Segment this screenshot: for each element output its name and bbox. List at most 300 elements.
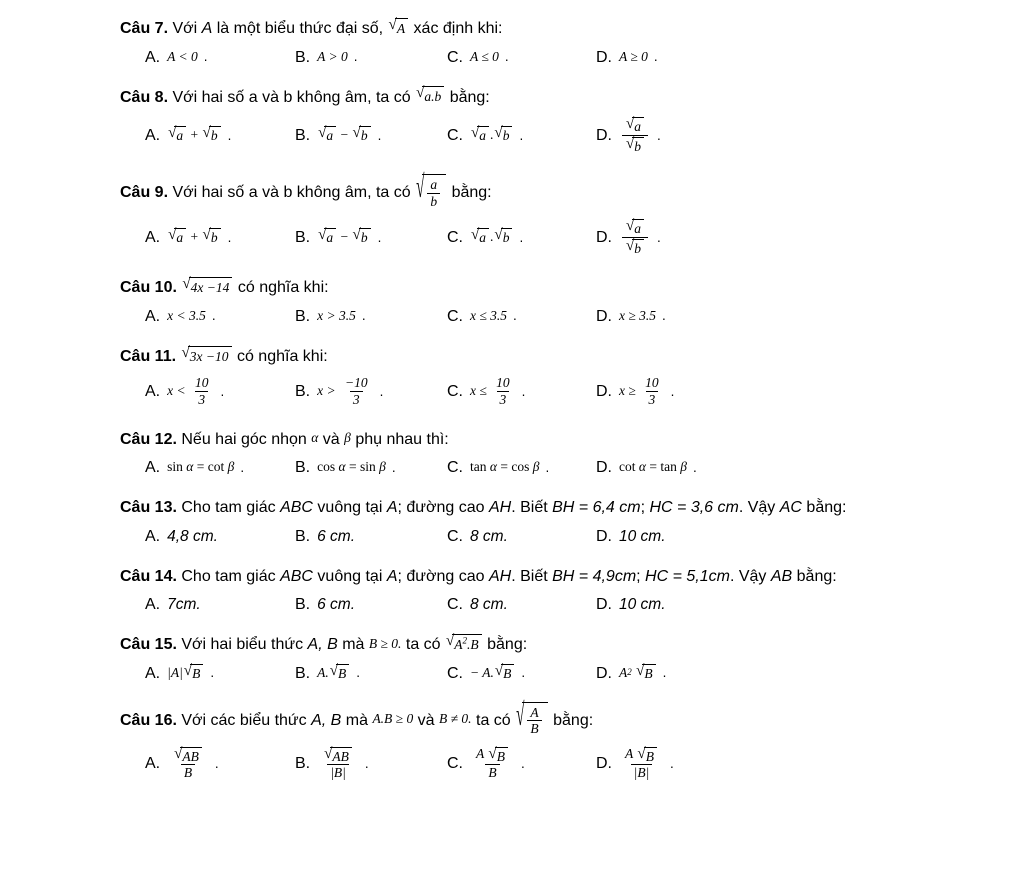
numerator	[527, 705, 541, 721]
radicand	[174, 126, 186, 144]
math-superscript: 2	[627, 667, 632, 678]
question-stem	[120, 497, 1014, 519]
math-formula	[619, 375, 674, 407]
question-q14	[120, 566, 1014, 615]
stem-text: ta có	[471, 711, 516, 729]
math-formula	[317, 375, 383, 407]
math-text: B	[338, 665, 347, 681]
option-period: .	[545, 459, 550, 475]
option-label: B.	[295, 307, 311, 325]
option-label: A.	[145, 383, 161, 401]
math-text: x ≥ 3.5	[619, 307, 657, 323]
math-text: 3	[352, 391, 360, 407]
math-text: a	[176, 128, 184, 144]
math-roman: sin	[167, 459, 187, 475]
option-label: B.	[295, 755, 311, 773]
radicand	[189, 277, 233, 297]
radical-sign-icon: √	[637, 745, 646, 762]
stem-text: Với hai số a và b không âm, ta có	[168, 183, 416, 201]
option-a	[145, 596, 295, 614]
question-number: Câu 10.	[120, 279, 177, 297]
sqrt-expression	[416, 86, 444, 106]
math-formula	[619, 218, 661, 256]
radical-sign-icon: √	[318, 125, 327, 142]
question-number: Câu 13.	[120, 499, 177, 517]
math-text: α	[489, 459, 497, 475]
math-text: b	[634, 138, 642, 154]
math-formula	[515, 699, 549, 737]
option-c	[447, 229, 596, 247]
radical-sign-icon: √	[416, 85, 425, 102]
math-text: α	[638, 459, 646, 475]
option-b	[295, 49, 447, 67]
sqrt-expression	[324, 747, 352, 765]
math-formula	[317, 746, 369, 781]
radicand	[501, 228, 513, 246]
math-formula	[415, 86, 445, 106]
math-text: A	[625, 745, 637, 761]
math-text: α	[311, 430, 319, 446]
math-text: A	[396, 20, 406, 36]
numerator	[622, 116, 648, 135]
math-text: a	[326, 128, 334, 144]
radicand	[422, 86, 444, 106]
option-period: .	[504, 49, 509, 65]
math-text: 3x −10	[189, 348, 229, 364]
option-b	[295, 127, 447, 145]
option-period: .	[227, 127, 232, 143]
radicand	[180, 747, 202, 765]
radical-sign-icon: √	[181, 344, 190, 361]
radicand	[477, 126, 489, 144]
stem-text: mà	[341, 711, 373, 729]
option-period: .	[662, 308, 666, 324]
math-text: A < 0	[167, 48, 198, 64]
math-text: α	[186, 459, 194, 475]
stem-text: ; đường cao	[397, 567, 489, 585]
sqrt-expression	[330, 664, 350, 682]
math-formula	[470, 126, 523, 144]
math-formula	[181, 277, 233, 297]
option-a	[145, 127, 295, 145]
radical-sign-icon: √	[174, 745, 183, 762]
option-label: C.	[447, 664, 463, 682]
option-period: .	[513, 308, 517, 324]
math-formula	[619, 49, 658, 65]
option-text: 7cm.	[167, 596, 201, 614]
math-formula	[317, 228, 381, 246]
radical-sign-icon: √	[183, 662, 193, 679]
option-label: C.	[447, 307, 463, 325]
radicand	[174, 228, 186, 246]
math-formula	[167, 308, 216, 324]
stem-text: vuông tại	[312, 499, 387, 517]
math-text: B	[183, 765, 193, 781]
option-period: .	[227, 229, 232, 245]
sqrt-expression	[318, 228, 336, 246]
question-stem	[120, 346, 1014, 368]
math-text: x > 3.5	[317, 307, 356, 323]
question-stem	[120, 87, 1014, 109]
option-label: D.	[596, 127, 612, 145]
math-text: b	[360, 230, 368, 246]
options-row	[145, 662, 1014, 683]
math-formula	[180, 346, 232, 366]
radical-sign-icon: √	[202, 227, 211, 244]
radical-sign-icon: √	[471, 125, 480, 142]
question-number: Câu 7.	[120, 20, 169, 37]
math-text: B	[503, 665, 512, 681]
math-formula	[470, 459, 549, 475]
option-label: C.	[447, 596, 463, 614]
option-text: 10 cm.	[619, 596, 666, 614]
sqrt-expression	[168, 126, 186, 144]
math-formula	[619, 308, 666, 324]
stem-italic-text: BH = 6,4 cm	[552, 499, 641, 517]
radical-sign-icon: √	[329, 662, 339, 679]
option-label: C.	[447, 127, 463, 145]
math-roman: −	[337, 229, 352, 245]
radicand	[452, 634, 481, 654]
math-text: AB	[182, 748, 199, 764]
math-formula	[167, 375, 224, 407]
sqrt-expression	[389, 18, 409, 38]
radicand	[632, 117, 644, 135]
stem-italic-text: ABC	[280, 499, 313, 517]
options-row	[145, 308, 1014, 326]
math-text: β	[680, 459, 687, 475]
sqrt-expression	[494, 126, 512, 144]
math-roman: tan	[470, 459, 490, 475]
math-text: B ≥ 0.	[368, 635, 402, 651]
option-b	[295, 308, 447, 326]
radical-sign-icon: √	[168, 125, 177, 142]
stem-italic-text: A, B	[307, 636, 338, 654]
math-text: B ≠ 0.	[439, 711, 472, 727]
stem-text: bằng:	[445, 88, 490, 106]
sqrt-expression	[416, 174, 446, 209]
math-text: α	[338, 459, 346, 475]
stem-italic-text: A	[386, 499, 398, 517]
math-text: |B|	[633, 765, 650, 781]
math-text: 10	[194, 375, 209, 391]
question-stem	[120, 566, 1014, 588]
math-formula	[167, 746, 219, 781]
radicand	[644, 747, 657, 765]
option-period: .	[520, 755, 525, 771]
math-roman: −	[337, 127, 352, 143]
radicand	[359, 228, 371, 246]
option-c	[447, 308, 596, 326]
sqrt-expression	[181, 346, 231, 366]
radicand	[324, 228, 336, 246]
radical-sign-icon: √	[488, 745, 497, 762]
option-label: B.	[295, 229, 311, 247]
math-text: 4x −14	[190, 279, 230, 295]
option-label: D.	[596, 459, 612, 477]
radicand	[501, 126, 513, 144]
math-formula	[167, 228, 231, 246]
option-a	[145, 376, 295, 408]
radical-sign-icon: √	[202, 125, 211, 142]
math-roman: cot	[619, 459, 639, 475]
question-number: Câu 16.	[120, 711, 177, 729]
option-label: A.	[145, 755, 161, 773]
option-label: B.	[295, 459, 311, 477]
stem-italic-text: A, B	[311, 711, 342, 729]
radicand	[330, 747, 352, 765]
stem-text: ;	[636, 567, 646, 585]
question-stem	[120, 18, 1014, 40]
option-period: .	[653, 49, 658, 65]
option-c	[447, 459, 596, 477]
option-label: C.	[447, 48, 463, 66]
math-formula	[167, 126, 231, 144]
math-text: |B|	[330, 765, 346, 781]
stem-text: có nghĩa khi:	[233, 279, 329, 297]
option-label: B.	[295, 664, 311, 682]
math-text: b	[502, 230, 510, 246]
options-row	[145, 528, 1014, 546]
question-stem	[120, 634, 1014, 656]
question-q12	[120, 429, 1014, 478]
radicand	[422, 174, 446, 209]
sqrt-expression	[353, 228, 371, 246]
math-text: B	[645, 748, 654, 764]
option-label: D.	[596, 755, 612, 773]
math-text: A.	[317, 664, 329, 680]
radicand	[209, 126, 221, 144]
radical-sign-icon: √	[636, 662, 645, 679]
math-text: x <	[167, 383, 189, 399]
radicand	[495, 747, 508, 765]
option-label: A.	[145, 48, 161, 66]
option-b	[295, 662, 447, 683]
denominator	[350, 391, 363, 408]
math-formula	[619, 459, 697, 475]
option-a	[145, 229, 295, 247]
stem-text: vuông tại	[312, 567, 387, 585]
math-formula	[167, 459, 244, 475]
numerator	[622, 218, 648, 237]
option-period: .	[377, 127, 382, 143]
question-q9	[120, 172, 1014, 257]
option-period: .	[657, 229, 661, 245]
radical-sign-icon: √	[352, 227, 361, 244]
math-formula	[470, 49, 509, 65]
options-row	[145, 747, 1014, 782]
stem-text: phụ nhau thì:	[350, 430, 449, 448]
math-formula	[317, 49, 357, 65]
stem-text: ;	[640, 499, 650, 517]
option-label: A.	[145, 229, 161, 247]
stem-text: bằng:	[482, 636, 528, 654]
radical-sign-icon: √	[446, 632, 455, 649]
radical-sign-icon: √	[626, 218, 635, 235]
math-text: A ≥ 0	[619, 48, 648, 64]
math-text: x ≤ 3.5	[470, 307, 508, 323]
math-text: a.b	[424, 89, 442, 105]
math-text: x ≤	[470, 383, 491, 399]
option-label: A.	[145, 527, 161, 545]
option-label: D.	[596, 596, 612, 614]
option-period: .	[670, 383, 675, 399]
question-q13	[120, 497, 1014, 546]
option-text: 4,8 cm.	[167, 527, 218, 545]
math-text: b	[210, 128, 218, 144]
numerator	[192, 375, 212, 391]
option-label: A.	[145, 127, 161, 145]
math-roman: = cos	[496, 459, 533, 475]
math-text: B	[530, 721, 539, 737]
math-text: A	[530, 704, 539, 720]
math-formula	[470, 228, 523, 246]
question-number: Câu 14.	[120, 567, 177, 585]
stem-text: là một biểu thức đại số,	[212, 20, 388, 37]
math-text: 3	[499, 391, 507, 407]
stem-text: Nếu hai góc nhọn	[176, 430, 312, 448]
math-roman: +	[187, 229, 202, 245]
option-c	[447, 528, 596, 546]
stem-text: Với các biểu thức	[176, 711, 312, 729]
radical-sign-icon: √	[494, 662, 504, 679]
sqrt-expression	[446, 634, 482, 654]
option-label: B.	[295, 383, 311, 401]
stem-italic-text: HC = 3,6 cm	[649, 499, 739, 517]
math-text: β	[532, 459, 540, 475]
math-text: a	[326, 230, 334, 246]
option-period: .	[364, 755, 369, 771]
stem-text: và	[318, 430, 345, 448]
radical-sign-icon: √	[471, 227, 480, 244]
option-period: .	[210, 665, 215, 681]
option-label: A.	[145, 664, 161, 682]
question-number: Câu 12.	[120, 430, 177, 448]
denominator	[631, 764, 653, 781]
option-d	[596, 662, 667, 683]
option-b	[295, 459, 447, 477]
radical-sign-icon: √	[168, 227, 177, 244]
denominator	[427, 193, 440, 210]
option-d	[596, 376, 674, 408]
question-q16	[120, 699, 1014, 782]
numerator	[493, 375, 513, 391]
radicand	[501, 664, 514, 682]
math-text: b	[430, 193, 438, 209]
option-a	[145, 49, 295, 67]
options-row	[145, 219, 1014, 257]
option-c	[447, 127, 596, 145]
option-c	[447, 49, 596, 67]
sqrt-expression	[203, 228, 221, 246]
math-text: .B	[467, 636, 479, 652]
stem-italic-text: AB	[770, 567, 793, 585]
math-text: β	[379, 459, 386, 475]
math-text: B	[644, 665, 653, 681]
denominator	[622, 237, 648, 257]
radical-sign-icon: √	[626, 237, 635, 254]
fraction	[622, 116, 648, 154]
radicand	[190, 664, 203, 682]
stem-text: ; đường cao	[397, 499, 489, 517]
math-text: b	[360, 128, 368, 144]
stem-text: . Biết	[511, 567, 553, 585]
stem-italic-text: BH = 4,9cm	[552, 567, 637, 585]
radicand	[522, 702, 547, 737]
fraction	[170, 746, 206, 781]
math-roman: .	[490, 229, 494, 245]
math-formula	[317, 459, 395, 475]
numerator	[342, 375, 371, 391]
option-d	[596, 459, 697, 477]
option-a	[145, 308, 295, 326]
option-d	[596, 308, 666, 326]
stem-text: có nghĩa khi:	[232, 347, 328, 365]
question-q8	[120, 87, 1014, 156]
math-text: B	[192, 665, 201, 681]
math-text: A.B ≥ 0	[372, 711, 414, 727]
stem-italic-text: AH	[488, 567, 512, 585]
option-label: B.	[295, 48, 311, 66]
math-text: 3	[648, 391, 656, 407]
math-roman	[632, 665, 635, 681]
fraction	[342, 375, 371, 407]
radicand	[632, 219, 644, 237]
option-period: .	[214, 755, 219, 771]
stem-text: bằng:	[801, 499, 847, 517]
sqrt-expression	[168, 228, 186, 246]
question-q15	[120, 634, 1014, 683]
stem-text: bằng:	[548, 711, 594, 729]
option-c	[447, 662, 596, 683]
question-stem	[120, 699, 1014, 738]
option-period: .	[211, 308, 216, 324]
option-period: .	[361, 308, 366, 324]
sqrt-expression	[626, 239, 644, 257]
option-label: A.	[145, 459, 161, 477]
option-label: D.	[596, 664, 612, 682]
stem-text: xác định khi:	[409, 20, 503, 37]
stem-text: và	[413, 711, 440, 729]
math-text: a	[479, 128, 487, 144]
stem-text: bằng:	[792, 567, 837, 585]
option-c	[447, 747, 596, 782]
math-text: x >	[317, 383, 339, 399]
option-label: B.	[295, 127, 311, 145]
question-q10	[120, 277, 1014, 326]
stem-italic-text: AC	[779, 499, 802, 517]
option-period: .	[519, 229, 524, 245]
option-a	[145, 747, 295, 782]
stem-text: Với hai biểu thức	[176, 636, 308, 654]
option-period: .	[220, 383, 225, 399]
option-label: B.	[295, 596, 311, 614]
denominator	[622, 135, 648, 155]
sqrt-expression	[516, 699, 548, 737]
radical-sign-icon: √	[516, 699, 525, 734]
sqrt-expression	[494, 228, 512, 246]
option-c	[447, 376, 596, 408]
question-list	[120, 18, 1014, 782]
radicand	[188, 346, 232, 366]
math-roman: .	[490, 127, 494, 143]
option-b	[295, 747, 447, 782]
sqrt-expression	[626, 117, 644, 135]
stem-italic-text: A	[201, 20, 213, 37]
denominator	[195, 391, 208, 408]
math-text: 10	[496, 375, 510, 391]
math-roman: = tan	[645, 459, 681, 475]
